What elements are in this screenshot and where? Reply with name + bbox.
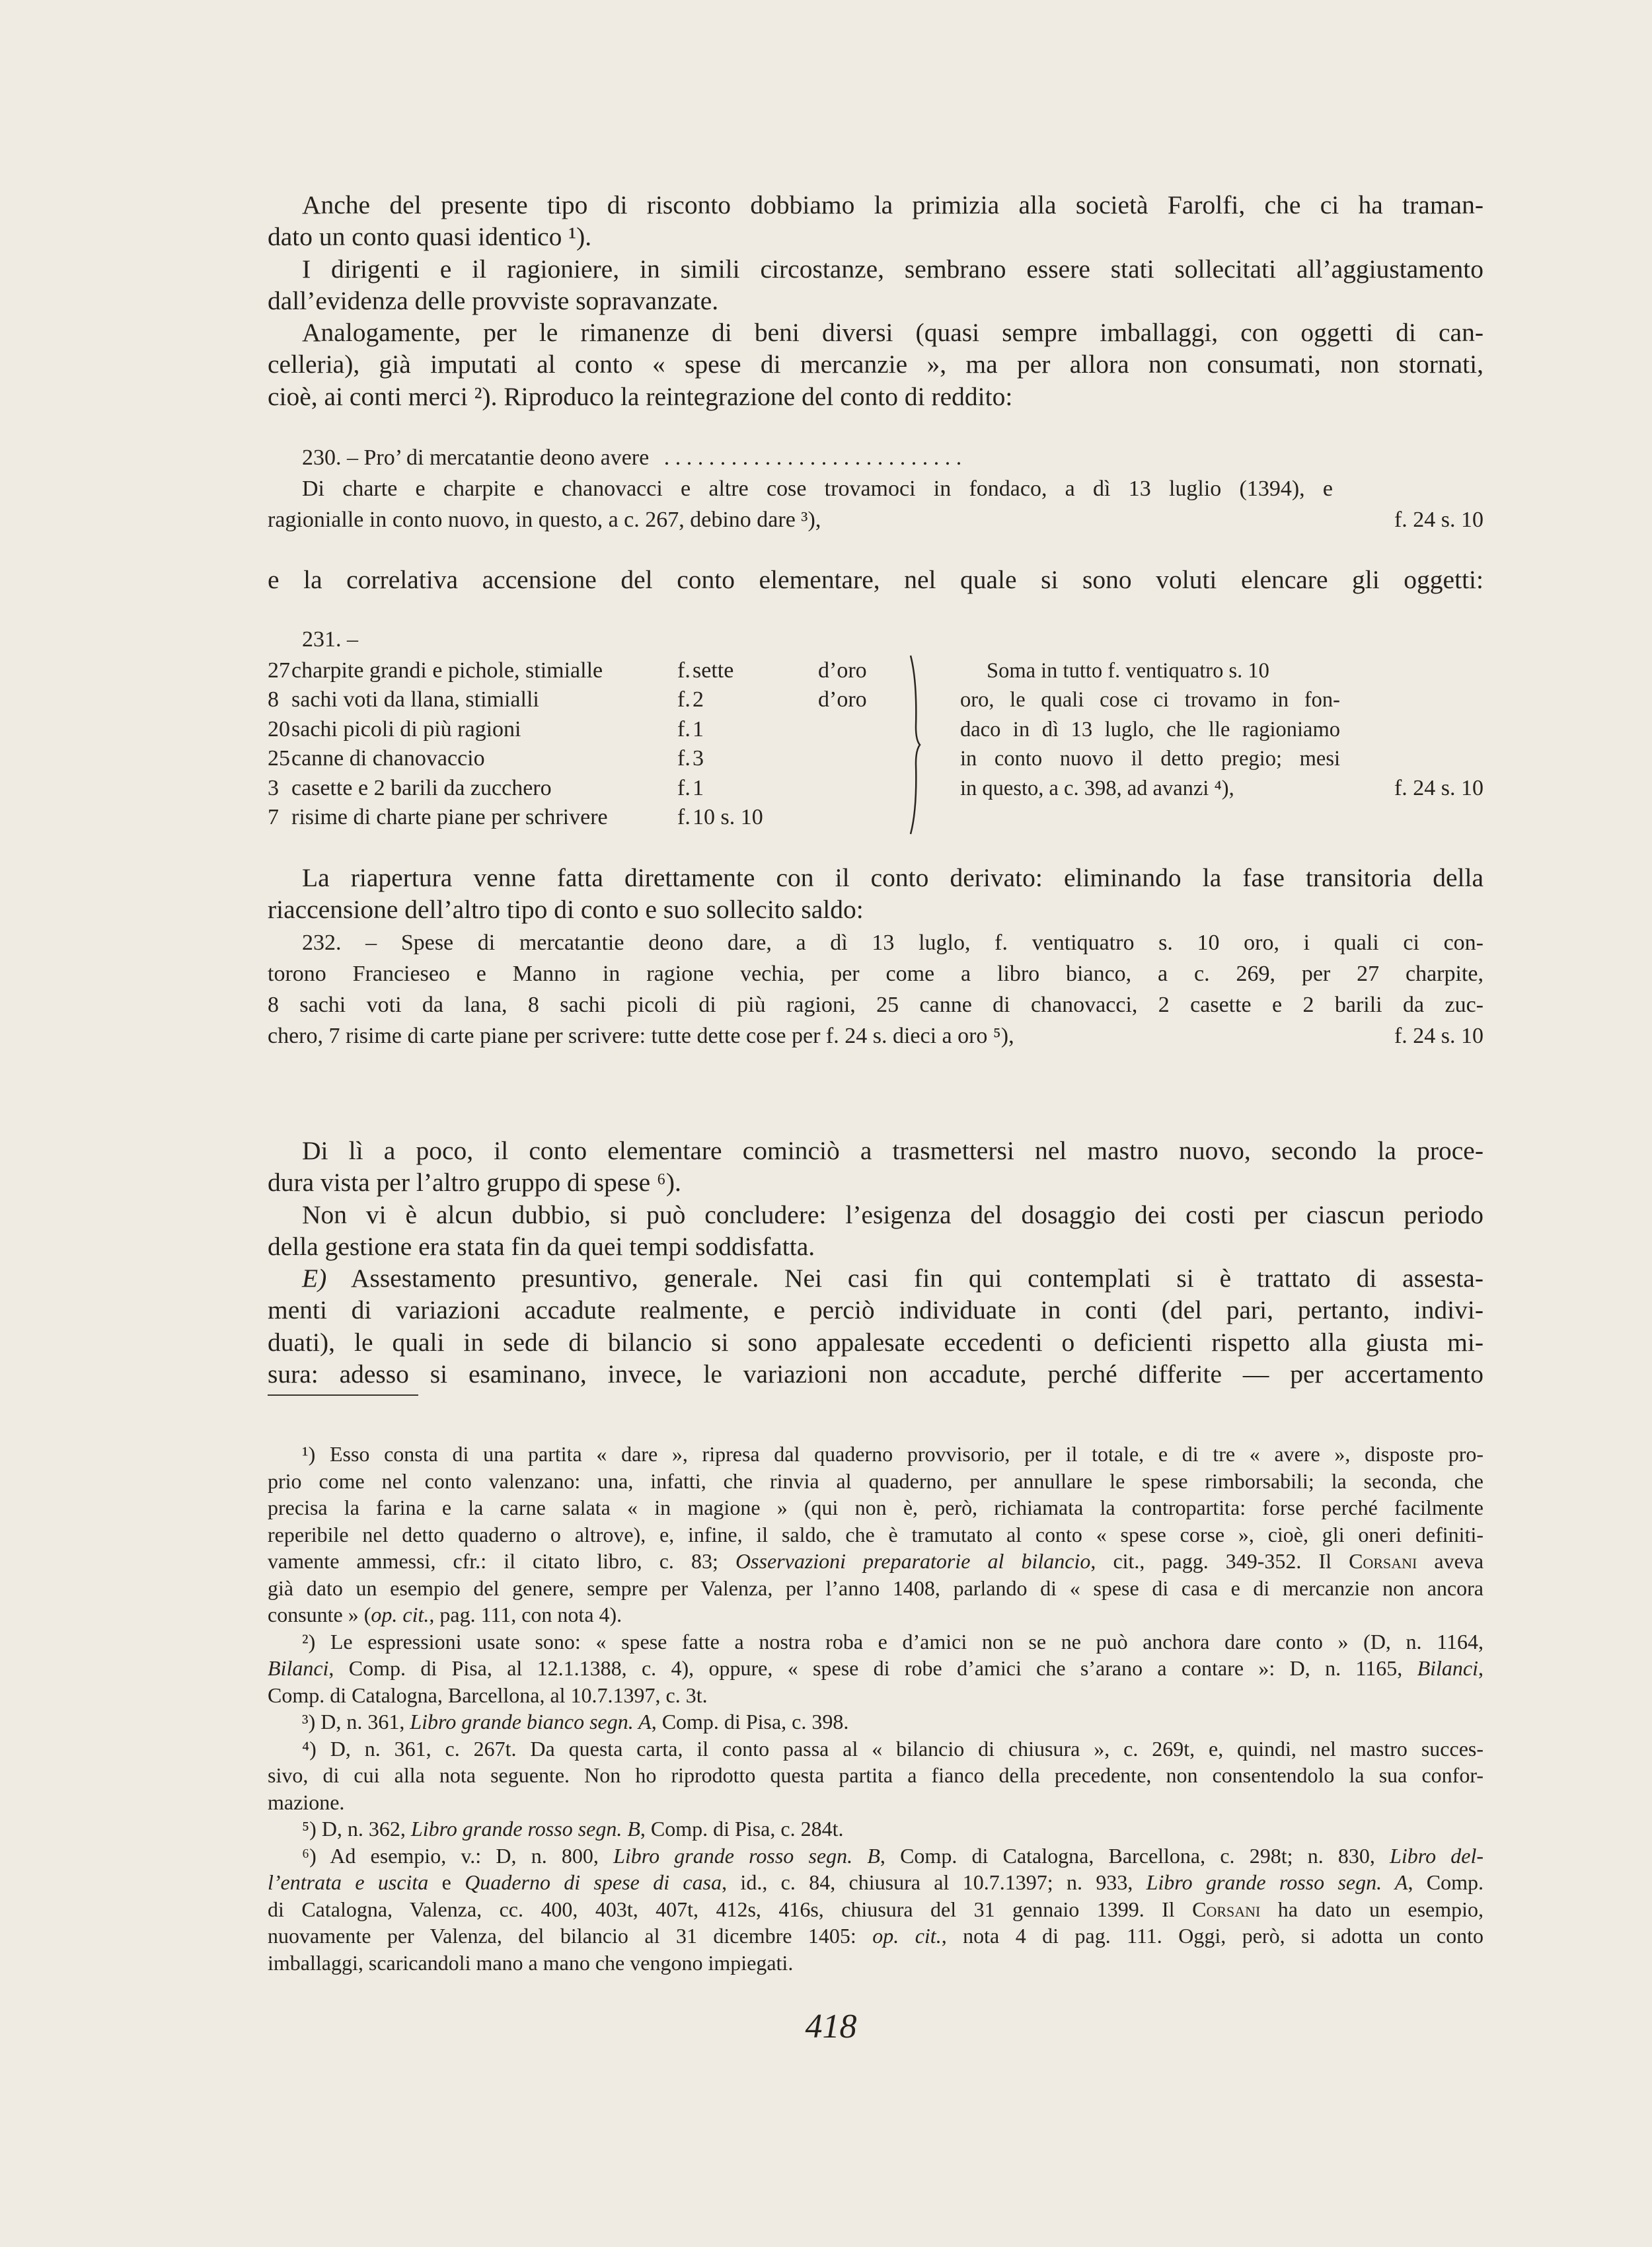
text-line: La riapertura venne fatta direttamente con il conto derivato: eliminando la fase transitoria della (302, 863, 1483, 892)
item-value: 1 (693, 716, 704, 742)
currency-label: f. (677, 746, 691, 771)
footnote-3 (268, 1708, 1483, 1735)
entry-amount: f. 24 s. 10 (1394, 1024, 1483, 1048)
footnote-line (268, 1923, 1483, 1950)
footnote-line (268, 1896, 1483, 1923)
text-segment: , Comp. di Pisa, c. 398. (651, 1710, 849, 1733)
entry-line: 232. – Spese di mercatantie deono dare, a dì 13 luglo, f. ventiquatro s. 10 oro, i quali ci con- (302, 931, 1483, 955)
text-line: sura: adesso si esaminano, invece, le variazioni non accadute, perché differite — per accertamento (268, 1359, 1483, 1389)
item-unit: d’oro (818, 658, 867, 683)
summary-line: daco in dì 13 luglo, che lle ragioniamo (960, 717, 1340, 742)
text-segment: , nota 4 di pag. 111. Oggi, però, si adotta un conto (941, 1924, 1484, 1948)
text-segment: , (1478, 1656, 1483, 1680)
text-line: celleria), già imputati al conto « spese di mercanzie », ma per allora non consumati, non stornati, (268, 350, 1483, 379)
text-segment: nuovamente per Valenza, del bilancio al 31 dicembre 1405: (268, 1924, 873, 1948)
item-description: sachi voti da llana, stimialli (291, 687, 539, 712)
text-line: dura vista per l’altro gruppo di spese ⁶). (268, 1168, 681, 1198)
entry-line-text: ragionialle in conto nuovo, in questo, a c. 267, debino dare ³), (268, 508, 821, 532)
text-segment: , cit., pagg. 349-352. Il (1090, 1549, 1349, 1573)
citation-title: Osservazioni preparatorie al bilancio (735, 1549, 1091, 1573)
currency-label: f. (677, 716, 691, 742)
footnote-6 (268, 1843, 1483, 1870)
text-segment: , Comp. di Pisa, c. 284t. (640, 1817, 844, 1841)
text-segment: , id., c. 84, chiusura al 10.7.1397; n. 933, (722, 1870, 1146, 1894)
footnote-line: già dato un esempio del genere, sempre per Valenza, per l’anno 1408, parlando di « spese di casa e di mercanzie non ancora (268, 1576, 1483, 1600)
footnote-5 (268, 1815, 1483, 1843)
author-name: Corsani (1349, 1549, 1417, 1573)
dot-leader: . . . . . . . . . . . . . . . . . . . . . . . . . . . (663, 445, 962, 470)
currency-label: f. (677, 687, 691, 712)
citation-title: Quaderno di spese di casa (465, 1870, 722, 1894)
summary-line: Soma in tutto f. ventiquatro s. 10 (987, 659, 1269, 683)
text-segment: aveva (1417, 1549, 1484, 1573)
footnote-line: imballaggi, scaricandoli mano a mano che vengono impiegati. (268, 1950, 794, 1975)
item-description: charpite grandi e pichole, stimialle (291, 658, 603, 683)
text-line: cioè, ai conti merci ²). Riproduco la reintegrazione del conto di reddito: (268, 381, 1013, 411)
text-line: duati), le quali in sede di bilancio si sono appalesate eccedenti o deficienti rispetto alla giusta mi- (268, 1327, 1483, 1357)
item-description: risime di charte piane per schrivere (291, 805, 608, 829)
text-line: e la correlativa accensione del conto elementare, nel quale si sono voluti elencare gli oggetti: (268, 565, 1483, 594)
citation-title: op. cit. (371, 1603, 430, 1626)
citation-title: Bilanci (1417, 1656, 1478, 1680)
citation-title: Libro grande rosso segn. B (410, 1817, 640, 1841)
entry-amount: f. 24 s. 10 (1394, 508, 1483, 532)
citation-title: l’entrata e uscita (268, 1870, 429, 1894)
page-number: 418 (805, 2008, 857, 2045)
footnote-line: mazione. (268, 1790, 345, 1814)
citation-title: Libro grande rosso segn. B (613, 1843, 880, 1868)
text-segment: e (428, 1870, 465, 1894)
entry-heading (268, 442, 1367, 473)
text-segment: , Comp. di Pisa, al 12.1.1388, c. 4), oppure, « spese di robe d’amici che s’arano a contare »: D, n. 1165, (328, 1656, 1417, 1680)
entry-line: torono Francieseo e Manno in ragione vechia, per come a libro bianco, a c. 269, per 27 charpite, (268, 962, 1483, 986)
text-segment: di Catalogna, Valenza, cc. 400, 403t, 407t, 412s, 416s, chiusura del 31 gennaio 1399. Il (268, 1897, 1193, 1921)
footnote-line (268, 1548, 1483, 1575)
body-text-mid (268, 862, 1483, 926)
footnote-line: sivo, di cui alla nota seguente. Non ho riprodotto questa partita a fianco della precedente, non consentendolo la sua confor- (268, 1763, 1483, 1787)
citation-title: Libro del- (1390, 1843, 1484, 1868)
footnote-separator (268, 1394, 418, 1396)
transition-text (268, 564, 1483, 595)
entry-line: Di charte e charpite e chanovacci e altre cose trovamoci in fondaco, a dì 13 luglio (1394), e (302, 476, 1333, 501)
section-letter: E) (302, 1264, 327, 1293)
body-text-top (268, 189, 1483, 412)
item-quantity: 8 (268, 687, 279, 712)
entry-heading: 231. – (302, 627, 358, 652)
text-line: Non vi è alcun dubbio, si può concludere: l’esigenza del dosaggio dei costi per ciascun periodo (302, 1200, 1483, 1229)
entry-amount: f. 24 s. 10 (1394, 776, 1483, 800)
footnote-line (268, 1601, 1483, 1628)
item-description: canne di chanovaccio (291, 746, 485, 771)
item-quantity: 27 (268, 658, 290, 683)
item-value: sette (693, 658, 734, 683)
footnote-line (268, 1655, 1483, 1682)
entry-line: 8 sachi voti da lana, 8 sachi picoli di più ragioni, 25 canne di chanovacci, 2 casette e 2 barili da zuc- (268, 993, 1483, 1017)
entry-line (268, 504, 1483, 535)
author-name: Corsani (1192, 1897, 1261, 1921)
footnote-line: precisa la farina e la carne salata « in magione » (qui non è, però, richiamata la contropartita: forse perché facilmente (268, 1496, 1483, 1519)
ledger-entry-232 (268, 927, 1483, 1051)
currency-label: f. (677, 775, 691, 800)
item-value: 1 (693, 775, 704, 800)
text-segment: vamente ammessi, cfr.: il citato libro, c. 83; (268, 1549, 735, 1573)
item-value: 10 s. 10 (693, 805, 763, 829)
text-line: menti di variazioni accadute realmente, e perciò individuate in conti (del pari, pertanto, indivi- (268, 1295, 1483, 1325)
footnote-1: ¹) Esso consta di una partita « dare », ripresa dal quaderno provvisorio, per il totale, e di tre « avere », disposte pro- (302, 1442, 1483, 1466)
text-line: Analogamente, per le rimanenze di beni diversi (quasi sempre imballaggi, con oggetti di can- (302, 318, 1483, 348)
item-value: 3 (693, 746, 704, 771)
item-quantity: 7 (268, 805, 279, 829)
text-segment: , Comp. (1408, 1870, 1484, 1894)
summary-line: in conto nuovo il detto pregio; mesi (960, 747, 1340, 771)
footnote-line: prio come nel conto valenzano: una, infatti, che rinvia al quaderno, per annullare le spese rimborsabili; la seconda, che (268, 1468, 1483, 1493)
text-segment: ⁵) D, n. 362, (302, 1817, 411, 1841)
text-segment: ³) D, n. 361, (302, 1710, 410, 1733)
item-quantity: 25 (268, 746, 290, 771)
citation-title: Bilanci (268, 1656, 329, 1680)
item-value: 2 (693, 687, 704, 712)
text-line: dato un conto quasi identico ¹). (268, 222, 592, 252)
entry-231-summary (960, 656, 1340, 803)
citation-title: op. cit. (872, 1924, 942, 1948)
text-line: Di lì a poco, il conto elementare cominciò a trasmettersi nel mastro nuovo, secondo la proce- (302, 1136, 1483, 1165)
text-line: riaccensione dell’altro tipo di conto e suo sollecito saldo: (268, 895, 864, 925)
entry-line (268, 1020, 1483, 1051)
text-line: Anche del presente tipo di risconto dobbiamo la primizia alla società Farolfi, che ci ha traman- (302, 190, 1483, 219)
text-segment: consunte » ( (268, 1603, 371, 1626)
brace-icon (905, 654, 932, 836)
ledger-entry-230 (268, 442, 1483, 535)
item-unit: d’oro (818, 687, 867, 712)
text-line: I dirigenti e il ragioniere, in simili circostanze, sembrano essere stati sollecitati all’aggiustamento (302, 254, 1483, 284)
text-segment: ⁶) Ad esempio, v.: D, n. 800, (302, 1843, 614, 1868)
text-line (268, 1262, 1483, 1294)
entry-line-text: chero, 7 risime di carte piane per scrivere: tutte dette cose per f. 24 s. dieci a oro ⁵), (268, 1024, 1014, 1048)
text-segment: , pag. 111, con nota 4). (429, 1603, 622, 1626)
currency-label: f. (677, 805, 691, 829)
footnote-line: Comp. di Catalogna, Barcellona, al 10.7.1397, c. 3t. (268, 1683, 708, 1707)
text-segment: , Comp. di Catalogna, Barcellona, c. 298t; n. 830, (880, 1843, 1390, 1868)
summary-line: oro, le quali cose ci trovamo in fon- (960, 688, 1340, 712)
item-description: casette e 2 barili da zucchero (291, 775, 552, 800)
text-segment: ha dato un esempio, (1260, 1897, 1484, 1921)
citation-title: Libro grande bianco segn. A (410, 1710, 652, 1733)
footnote-2: ²) Le espressioni usate sono: « spese fatte a nostra roba e d’amici non se ne può anchora dare conto » (D, n. 1164, (302, 1629, 1483, 1654)
text-segment: Assestamento presuntivo, generale. Nei casi fin qui contemplati si è trattato di assesta- (326, 1264, 1483, 1293)
text-line: dall’evidenza delle provviste sopravanzate. (268, 286, 719, 315)
footnotes (268, 1441, 1483, 1976)
item-quantity: 3 (268, 775, 279, 800)
ledger-entry-231-heading (268, 624, 1483, 655)
item-description: sachi picoli di più ragioni (291, 716, 521, 742)
footnote-4: ⁴) D, n. 361, c. 267t. Da questa carta, il conto passa al « bilancio di chiusura », c. 269t, e, quindi, nel mastro succes- (302, 1736, 1483, 1761)
citation-title: Libro grande rosso segn. A (1146, 1870, 1408, 1894)
item-quantity: 20 (268, 716, 290, 742)
entry-heading-text: 230. – Pro’ di mercatantie deono avere (302, 445, 650, 470)
footnote-line (268, 1869, 1483, 1896)
currency-label: f. (677, 658, 691, 683)
body-text-bottom (268, 1135, 1483, 1390)
text-line: della gestione era stata fin da quei tempi soddisfatta. (268, 1231, 815, 1261)
footnote-line: reperibile nel detto quaderno o altrove), e, infine, il saldo, che è tramutato al conto « spese corse », cioè, gli oneri definiti- (268, 1522, 1483, 1546)
summary-line: in questo, a c. 398, ad avanzi ⁴), (960, 776, 1234, 800)
